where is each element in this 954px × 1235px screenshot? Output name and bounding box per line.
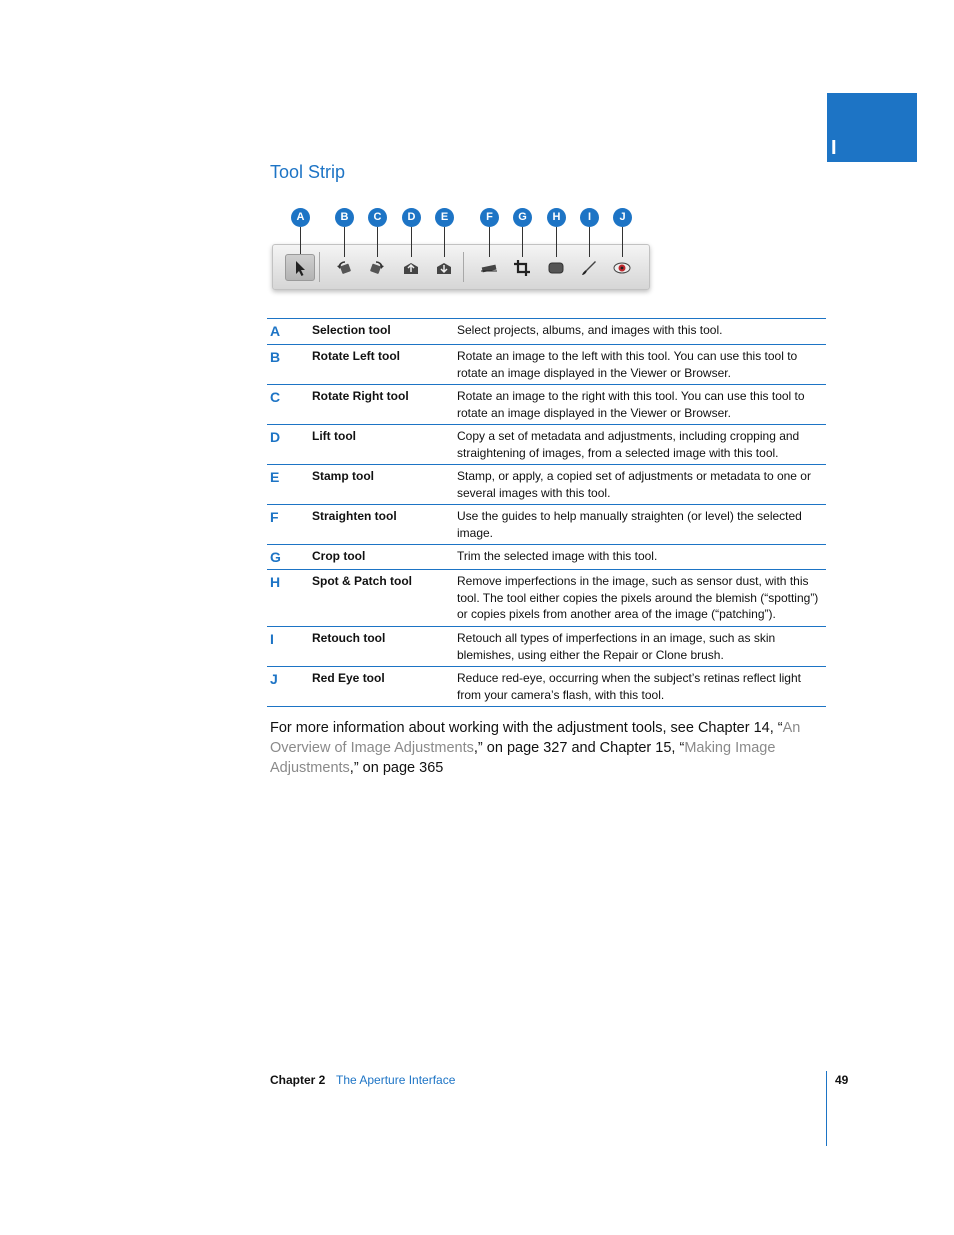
callout-line — [344, 227, 345, 257]
callout-i: I — [580, 208, 599, 227]
more-info-paragraph — [270, 718, 826, 778]
spot-patch-icon — [547, 259, 565, 277]
callout-line — [556, 227, 557, 257]
row-letter: H — [270, 574, 281, 590]
row-letter: I — [270, 631, 274, 647]
row-description: Stamp, or apply, a copied set of adjustments or metadata to one or several images with this tool. — [457, 469, 811, 500]
callout-d: D — [402, 208, 421, 227]
tool-table — [267, 318, 826, 707]
table-row — [267, 627, 826, 667]
arrow-icon — [291, 259, 309, 277]
rotate-left-tool-button[interactable] — [329, 254, 359, 281]
row-description: Use the guides to help manually straighten (or level) the selected image. — [457, 509, 802, 540]
row-tool-name: Spot & Patch tool — [312, 574, 412, 588]
row-description: Rotate an image to the right with this tool. You can use this tool to rotate an image displayed in the Viewer or Browser. — [457, 389, 805, 420]
row-description: Select projects, albums, and images with this tool. — [457, 323, 723, 337]
table-row — [267, 425, 826, 465]
para-text-2: ,” on page 327 and Chapter 15, “ — [473, 740, 685, 756]
callout-e: E — [435, 208, 454, 227]
row-description: Retouch all types of imperfections in an image, such as skin blemishes, using either the Repair or Clone brush. — [457, 631, 776, 662]
footer-divider — [826, 1071, 827, 1146]
row-letter: J — [270, 671, 278, 687]
footer-chapter-title[interactable]: The Aperture Interface — [336, 1073, 456, 1087]
straighten-icon — [480, 259, 498, 277]
link-overview-adjustments[interactable]: An Overview of Image Adjustments — [270, 720, 801, 756]
lift-icon — [402, 259, 420, 277]
red-eye-tool-button[interactable] — [607, 254, 637, 281]
row-letter: C — [270, 389, 281, 405]
spot-patch-tool-button[interactable] — [541, 254, 571, 281]
table-row — [267, 570, 826, 627]
row-tool-name: Straighten tool — [312, 509, 397, 523]
table-row — [267, 345, 826, 385]
crop-icon — [513, 259, 531, 277]
callout-line — [377, 227, 378, 257]
callout-line — [411, 227, 412, 257]
para-text-1: For more information about working with the adjustment tools, see Chapter 14, “ — [270, 720, 783, 736]
callout-a: A — [291, 208, 310, 227]
chapter-tab-label: I — [831, 137, 837, 159]
row-tool-name: Retouch tool — [312, 631, 386, 645]
rotate-left-icon — [335, 259, 353, 277]
section-title: Tool Strip — [270, 162, 346, 182]
lift-tool-button[interactable] — [396, 254, 426, 281]
row-description: Remove imperfections in the image, such as sensor dust, with this tool. The tool either copies the pixels around the blemish (“spotting”) or copies pixels from another area of the image (“patching”). — [457, 574, 819, 621]
table-row — [267, 545, 826, 570]
selection-tool-button[interactable] — [285, 254, 315, 281]
stamp-tool-button[interactable] — [429, 254, 459, 281]
rotate-right-tool-button[interactable] — [362, 254, 392, 281]
retouch-tool-button[interactable] — [574, 254, 604, 281]
row-letter: G — [270, 549, 281, 565]
row-letter: F — [270, 509, 279, 525]
strip-separator — [319, 252, 320, 282]
strip-separator — [463, 252, 464, 282]
retouch-brush-icon — [580, 259, 598, 277]
table-row — [267, 385, 826, 425]
crop-tool-button[interactable] — [507, 254, 537, 281]
table-row — [267, 319, 826, 345]
callout-j: J — [613, 208, 632, 227]
row-tool-name: Crop tool — [312, 549, 366, 563]
row-tool-name: Lift tool — [312, 429, 356, 443]
row-letter: E — [270, 469, 280, 485]
callout-line — [300, 227, 301, 257]
row-tool-name: Red Eye tool — [312, 671, 385, 685]
straighten-tool-button[interactable] — [474, 254, 504, 281]
callout-c: C — [368, 208, 387, 227]
row-tool-name: Rotate Left tool — [312, 349, 400, 363]
table-row — [267, 667, 826, 707]
row-description: Reduce red-eye, occurring when the subject’s retinas reflect light from your camera’s flash, with this tool. — [457, 671, 801, 702]
callout-h: H — [547, 208, 566, 227]
row-letter: B — [270, 349, 281, 365]
callout-f: F — [480, 208, 499, 227]
chapter-tab — [827, 93, 917, 162]
callout-line — [489, 227, 490, 257]
callout-line — [589, 227, 590, 257]
link-making-adjustments[interactable]: Making Image Adjustments — [270, 740, 776, 776]
row-letter: A — [270, 323, 281, 339]
para-text-3: ,” on page 365 — [349, 760, 444, 776]
row-description: Copy a set of metadata and adjustments, including cropping and straightening of images, from a selected image with this tool. — [457, 429, 800, 460]
footer-chapter: Chapter 2 — [270, 1073, 326, 1087]
red-eye-icon — [613, 259, 631, 277]
row-tool-name: Rotate Right tool — [312, 389, 409, 403]
page-number: 49 — [835, 1073, 849, 1087]
callout-b: B — [335, 208, 354, 227]
table-row — [267, 465, 826, 505]
callout-g: G — [513, 208, 532, 227]
callout-line — [622, 227, 623, 257]
stamp-icon — [435, 259, 453, 277]
row-tool-name: Stamp tool — [312, 469, 374, 483]
row-description: Rotate an image to the left with this tool. You can use this tool to rotate an image displayed in the Viewer or Browser. — [457, 349, 798, 380]
table-row — [267, 505, 826, 545]
callout-line — [444, 227, 445, 257]
row-letter: D — [270, 429, 281, 445]
callout-line — [522, 227, 523, 257]
rotate-right-icon — [368, 259, 386, 277]
row-description: Trim the selected image with this tool. — [457, 549, 658, 563]
row-tool-name: Selection tool — [312, 323, 391, 337]
